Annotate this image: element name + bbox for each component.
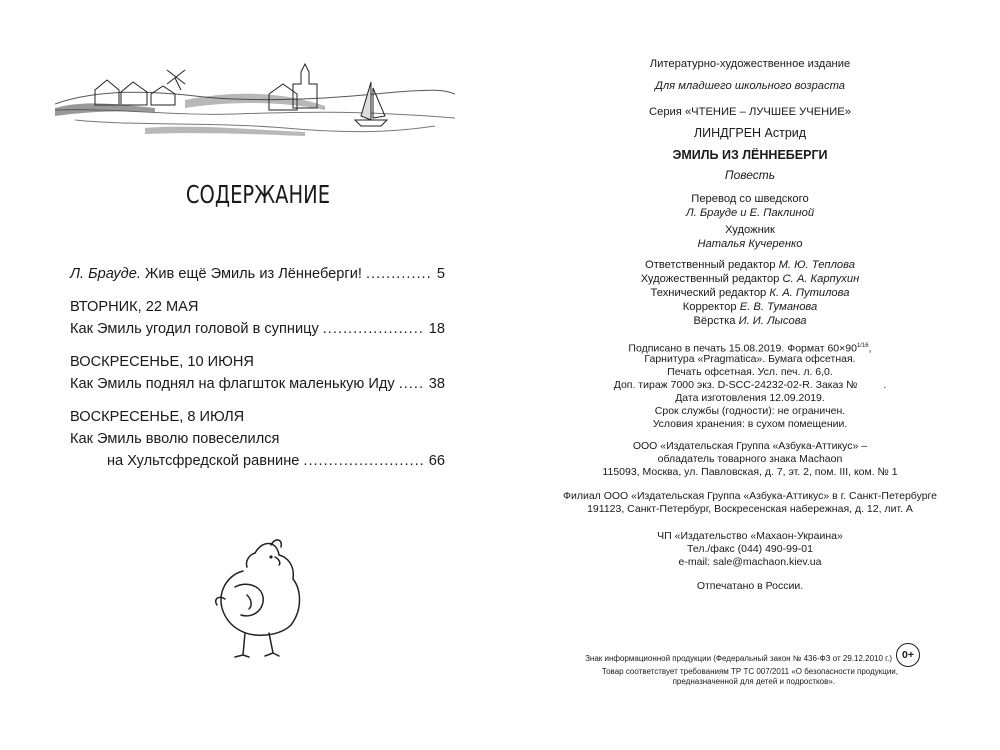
village-landscape-illustration (55, 60, 455, 140)
info-product-sign: Знак информационной продукции (Федеральный закон № 436-ФЗ от 29.12.2010 г.) (585, 654, 892, 663)
toc-entry-title-continued: на Хультсфредской равнине (107, 453, 300, 469)
artist-name: Наталья Кучеренко (697, 238, 803, 250)
translators: Л. Брауде и Е. Паклиной (685, 207, 815, 219)
toc-leader (323, 321, 425, 337)
toc-leader (366, 266, 433, 282)
table-of-contents (70, 266, 445, 475)
toc-entry-line-1[interactable] (70, 431, 445, 453)
print-info-line: Срок службы (годности): не ограничен. (654, 405, 846, 417)
print-info-line: Печать офсетная. Усл. печ. л. 6,0. (667, 366, 833, 378)
series: Серия «ЧТЕНИЕ – ЛУЧШЕЕ УЧЕНИЕ» (649, 106, 851, 118)
toc-entry[interactable] (70, 376, 445, 398)
toc-entry-title: Как Эмиль поднял на флагшток маленькую Иду (70, 376, 395, 392)
book-author: ЛИНДГРЕН Астрид (693, 126, 807, 140)
toc-page-number: 18 (428, 321, 445, 337)
credit-line (500, 287, 1000, 301)
credit-name: Е. В. Туманова (739, 301, 818, 313)
toc-entry-line-2[interactable] (70, 453, 445, 475)
toc-section-heading: ВТОРНИК, 22 МАЯ (70, 299, 199, 315)
toc-entry-title: Жив ещё Эмиль из Лённеберги! (144, 266, 362, 282)
credit-name: К. А. Путилова (769, 287, 850, 299)
ukraine-phone: Тел./факс (044) 490-99-01 (687, 543, 813, 555)
toc-entry-title: Как Эмиль вволю повеселился (70, 431, 280, 447)
credit-role: Технический редактор (650, 287, 767, 299)
branch-line: Филиал ООО «Издательская Группа «Азбука-Аттикус» в г. Санкт-Петербурге (562, 490, 938, 502)
contents-heading: СОДЕРЖАНИЕ (185, 180, 331, 209)
artist-label: Художник (725, 224, 775, 236)
credit-role: Корректор (682, 301, 737, 313)
translation-label: Перевод со шведского (691, 193, 809, 205)
publisher-address: 115093, Москва, ул. Павловская, д. 7, эт. 2, пом. III, ком. № 1 (602, 466, 898, 478)
ukraine-email[interactable]: e-mail: sale@machaon.kiev.ua (678, 556, 822, 568)
print-info-line: Условия хранения: в сухом помещении. (652, 418, 848, 430)
credit-name: И. И. Лысова (738, 315, 807, 327)
edition-type: Литературно-художественное издание (649, 58, 851, 70)
toc-leader (399, 376, 425, 392)
toc-entry-author: Л. Брауде. (70, 266, 141, 282)
toc-page-number: 38 (428, 376, 445, 392)
safety-note: предназначенной для детей и подростков». (672, 677, 835, 686)
print-info-line: Гарнитура «Pragmatica». Бумага офсетная. (644, 353, 856, 365)
credit-line (500, 301, 1000, 315)
book-title: ЭМИЛЬ ИЗ ЛЁННЕБЕРГИ (672, 148, 828, 162)
print-info-text: Доп. тираж 7000 экз. D-SCC-24232-02-R. Заказ № (613, 379, 858, 391)
print-info-line: Подписано в печать 15.08.2019. Формат $60\times 90^{1/16}$, (628, 342, 872, 355)
print-info-line: Дата изготовления 12.09.2019. (675, 392, 825, 404)
credit-line (500, 315, 1000, 329)
credit-name: С. А. Карпухин (782, 273, 860, 285)
toc-leader (303, 453, 424, 469)
safety-note: Товар соответствует требованиям ТР ТС 007/2011 «О безопасности продукции, (601, 667, 898, 676)
credit-name: М. Ю. Теплова (778, 259, 855, 271)
age-rating-badge: 0+ (896, 643, 920, 667)
toc-section-heading: ВОСКРЕСЕНЬЕ, 10 ИЮНЯ (70, 354, 254, 370)
credit-role: Ответственный редактор (645, 259, 776, 271)
toc-entry[interactable] (70, 266, 445, 288)
toc-entry-title: Как Эмиль угодил головой в супницу (70, 321, 319, 337)
toc-page-number: 66 (428, 453, 445, 469)
credit-role: Вёрстка (693, 315, 736, 327)
branch-address: 191123, Санкт-Петербург, Воскресенская набережная, д. 12, лит. А (587, 503, 913, 515)
credit-line (500, 273, 1000, 287)
credit-line (500, 259, 1000, 273)
imprint-page (500, 0, 1000, 750)
audience: Для младшего школьного возраста (654, 80, 846, 92)
printed-in: Отпечатано в России. (696, 580, 804, 592)
book-genre: Повесть (724, 168, 776, 182)
publisher-line: обладатель товарного знака Machaon (657, 453, 843, 465)
print-info-line: Доп. тираж 7000 экз. D-SCC-24232-02-R. Заказ № . (613, 379, 887, 391)
hen-eye (269, 555, 272, 558)
toc-entry[interactable] (70, 321, 445, 343)
print-info-text: Подписано в печать 15.08.2019. Формат 60×90 (628, 342, 857, 355)
format-fraction: 1/16 (856, 343, 869, 349)
toc-section-heading: ВОСКРЕСЕНЬЕ, 8 ИЮЛЯ (70, 409, 245, 425)
credit-role: Художественный редактор (640, 273, 780, 285)
ukraine-publisher: ЧП «Издательство «Махаон-Украина» (657, 530, 843, 542)
hen-illustration (205, 535, 315, 660)
publisher-line: ООО «Издательская Группа «Азбука-Аттикус» – (632, 440, 868, 452)
toc-page-number: 5 (436, 266, 445, 282)
